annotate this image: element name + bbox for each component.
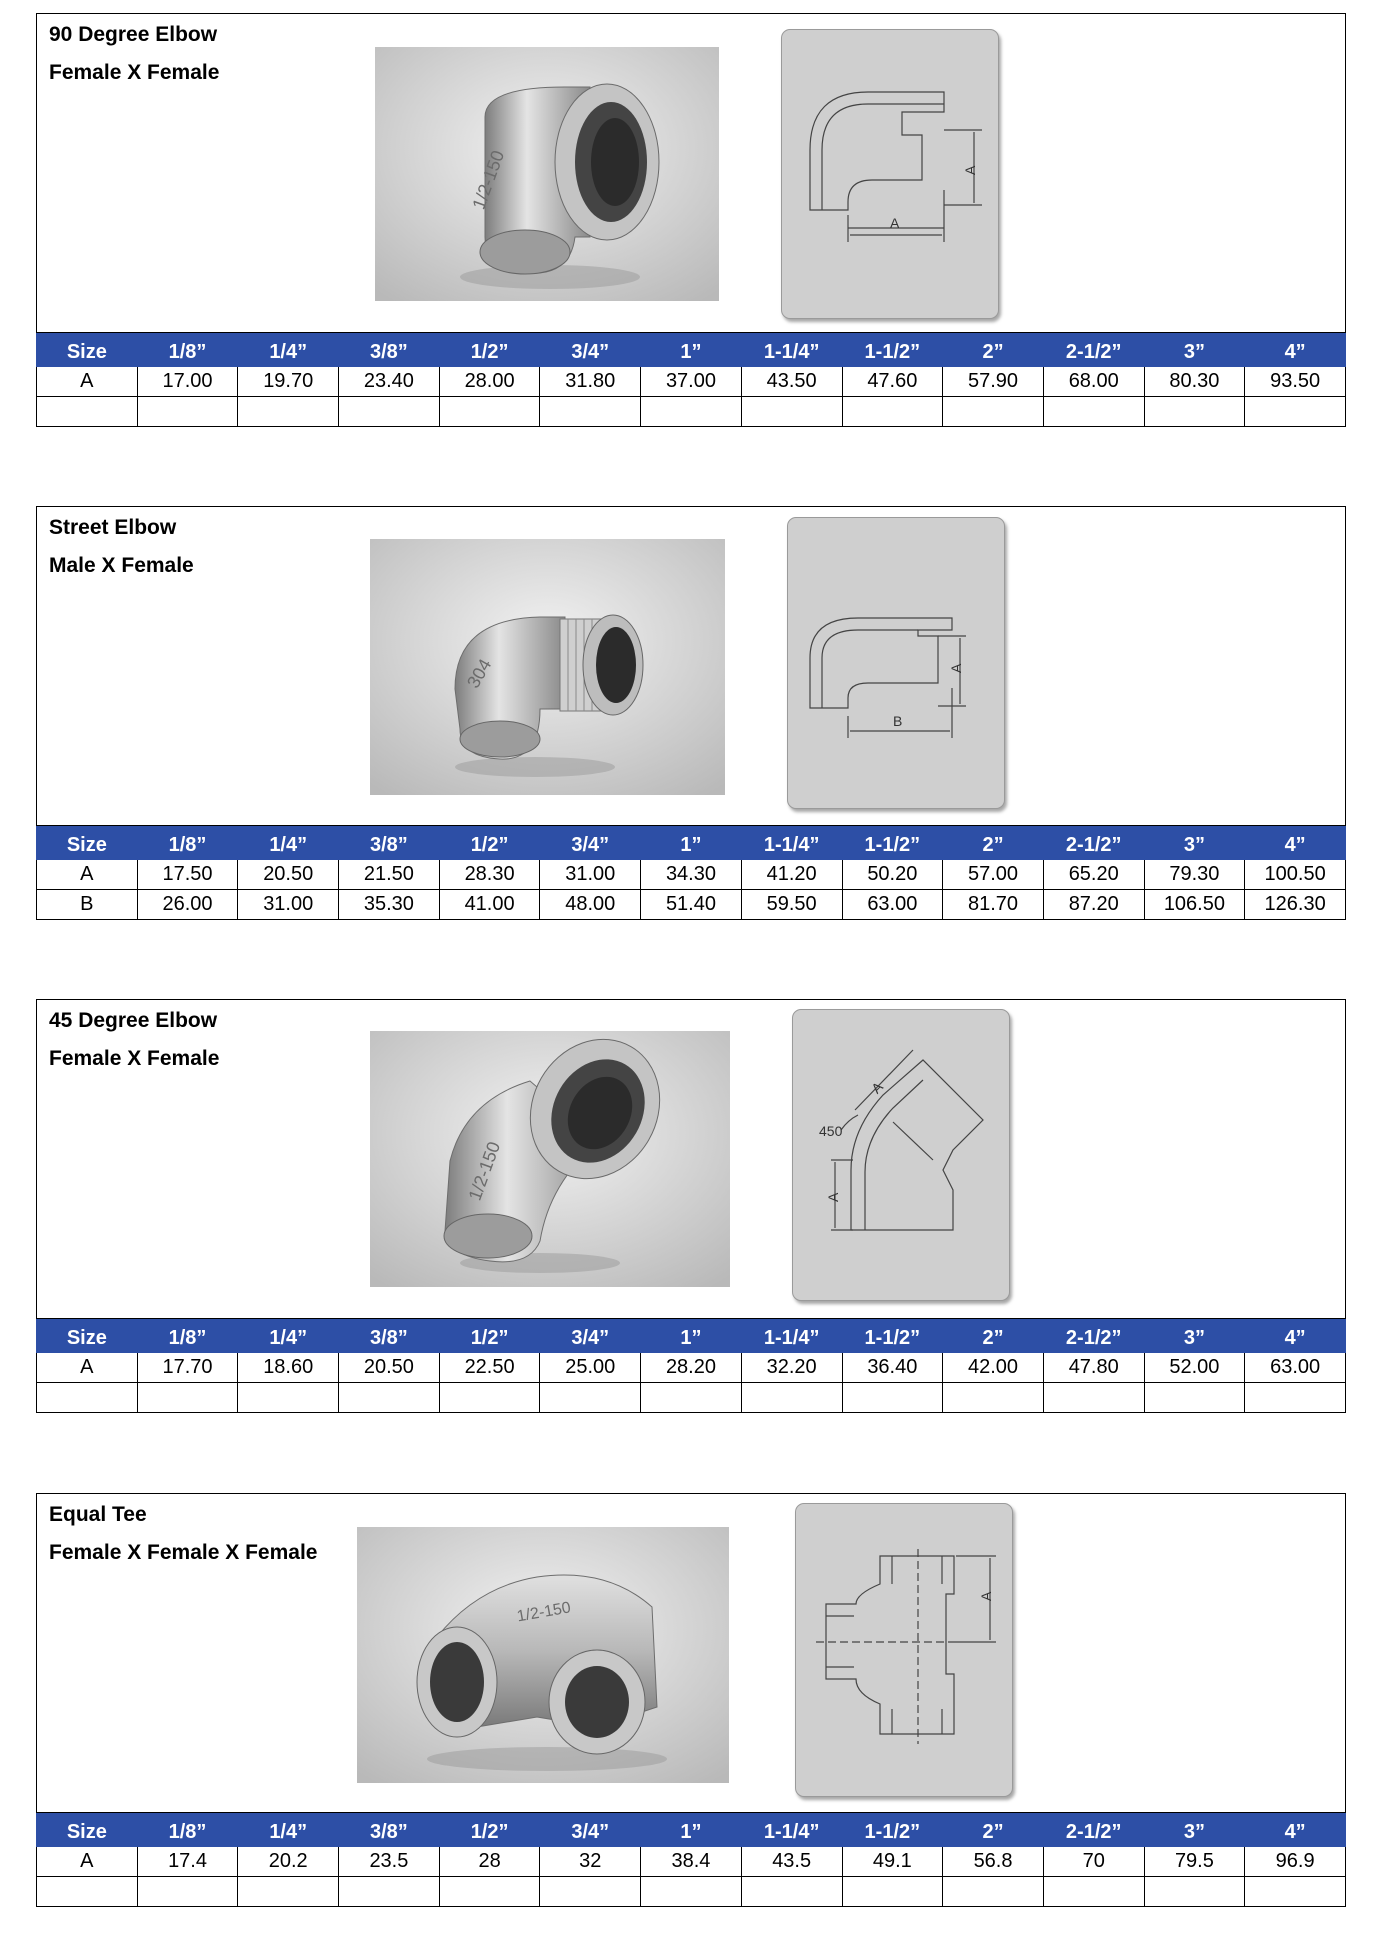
equal-tee-photo-icon xyxy=(357,1527,729,1783)
table-cell: 96.9 xyxy=(1245,1847,1346,1877)
table-cell xyxy=(842,397,943,427)
table-cell: 52.00 xyxy=(1144,1353,1245,1383)
table-cell: 47.80 xyxy=(1043,1353,1144,1383)
table-cell: 87.20 xyxy=(1043,890,1144,920)
product-subtitle: Female X Female X Female xyxy=(49,1541,318,1564)
header-cell: 1-1/2” xyxy=(842,1320,943,1353)
header-cell: 1-1/4” xyxy=(741,1814,842,1847)
elbow-90-section-drawing-icon xyxy=(781,29,999,319)
table-cell: 100.50 xyxy=(1245,860,1346,890)
header-cell: 3/4” xyxy=(540,334,641,367)
table-cell xyxy=(1245,1383,1346,1413)
header-cell: 3/8” xyxy=(339,1814,440,1847)
table-cell: 21.50 xyxy=(339,860,440,890)
table-cell xyxy=(37,1877,138,1907)
header-cell: 3” xyxy=(1144,1814,1245,1847)
header-cell: 1/4” xyxy=(238,1814,339,1847)
table-cell xyxy=(741,1383,842,1413)
table-row xyxy=(37,890,1346,920)
header-cell: 1/4” xyxy=(238,827,339,860)
table-cell: 25.00 xyxy=(540,1353,641,1383)
header-cell: 1/2” xyxy=(439,1320,540,1353)
table-cell: 17.50 xyxy=(137,860,238,890)
table-cell xyxy=(540,1383,641,1413)
table-row xyxy=(37,367,1346,397)
table-cell xyxy=(540,1877,641,1907)
table-cell: 36.40 xyxy=(842,1353,943,1383)
table-cell: 28.30 xyxy=(439,860,540,890)
dimension-label: A xyxy=(978,1591,994,1601)
table-cell: 106.50 xyxy=(1144,890,1245,920)
table-cell: 43.50 xyxy=(741,367,842,397)
table-cell: 56.8 xyxy=(943,1847,1044,1877)
dimension-label: A xyxy=(890,215,900,231)
header-cell: 1” xyxy=(641,827,742,860)
table-header-row xyxy=(37,1320,1346,1353)
header-cell: 3” xyxy=(1144,1320,1245,1353)
table-cell: 28 xyxy=(439,1847,540,1877)
table-cell xyxy=(1245,1877,1346,1907)
product-subtitle: Female X Female xyxy=(49,61,220,84)
header-cell: 3” xyxy=(1144,334,1245,367)
table-cell: A xyxy=(37,860,138,890)
table-cell xyxy=(1144,1383,1245,1413)
table-cell xyxy=(1043,1383,1144,1413)
table-row xyxy=(37,1383,1346,1413)
table-cell xyxy=(1144,397,1245,427)
table-cell: 59.50 xyxy=(741,890,842,920)
table-cell: 68.00 xyxy=(1043,367,1144,397)
header-cell: 2” xyxy=(943,827,1044,860)
table-cell: A xyxy=(37,367,138,397)
table-cell: 65.20 xyxy=(1043,860,1144,890)
table-cell: 63.00 xyxy=(842,890,943,920)
table-cell: 20.50 xyxy=(238,860,339,890)
table-cell: 34.30 xyxy=(641,860,742,890)
table-cell xyxy=(1043,1877,1144,1907)
product-subtitle: Male X Female xyxy=(49,554,194,577)
table-cell: 31.80 xyxy=(540,367,641,397)
table-cell xyxy=(943,1877,1044,1907)
table-cell: 70 xyxy=(1043,1847,1144,1877)
table-cell: 32.20 xyxy=(741,1353,842,1383)
table-cell: 20.2 xyxy=(238,1847,339,1877)
table-cell: 23.40 xyxy=(339,367,440,397)
table-cell: 80.30 xyxy=(1144,367,1245,397)
table-header-row xyxy=(37,827,1346,860)
header-cell: 1/8” xyxy=(137,827,238,860)
table-row xyxy=(37,1847,1346,1877)
table-cell: 20.50 xyxy=(339,1353,440,1383)
dimension-table xyxy=(36,826,1346,920)
header-cell: 2” xyxy=(943,1320,1044,1353)
table-cell xyxy=(37,1383,138,1413)
header-cell: 3/4” xyxy=(540,1320,641,1353)
dimension-label: 450 xyxy=(819,1123,843,1139)
table-cell xyxy=(238,1877,339,1907)
table-cell xyxy=(439,397,540,427)
table-cell xyxy=(439,1877,540,1907)
table-cell: 50.20 xyxy=(842,860,943,890)
table-cell: A xyxy=(37,1847,138,1877)
table-cell: 42.00 xyxy=(943,1353,1044,1383)
dimension-label: A xyxy=(948,663,964,673)
table-cell xyxy=(943,397,1044,427)
table-cell: 18.60 xyxy=(238,1353,339,1383)
table-cell xyxy=(238,1383,339,1413)
header-cell: 3/8” xyxy=(339,1320,440,1353)
header-cell: 4” xyxy=(1245,1320,1346,1353)
table-cell xyxy=(137,397,238,427)
table-cell: 57.90 xyxy=(943,367,1044,397)
table-cell xyxy=(339,1877,440,1907)
table-cell: 47.60 xyxy=(842,367,943,397)
table-cell xyxy=(842,1383,943,1413)
table-row xyxy=(37,1353,1346,1383)
table-cell xyxy=(842,1877,943,1907)
table-cell: 63.00 xyxy=(1245,1353,1346,1383)
table-row xyxy=(37,1877,1346,1907)
table-row xyxy=(37,860,1346,890)
table-cell: 23.5 xyxy=(339,1847,440,1877)
header-cell: 2-1/2” xyxy=(1043,1320,1144,1353)
table-cell: 22.50 xyxy=(439,1353,540,1383)
elbow-90-female-photo-icon xyxy=(375,47,719,301)
header-cell: 1-1/2” xyxy=(842,827,943,860)
table-cell: 31.00 xyxy=(540,860,641,890)
table-cell: 38.4 xyxy=(641,1847,742,1877)
header-cell: 3/4” xyxy=(540,1814,641,1847)
equal-tee-section-drawing-icon xyxy=(795,1503,1013,1797)
table-cell xyxy=(1245,397,1346,427)
dimension-label: B xyxy=(893,713,903,729)
header-cell: 3” xyxy=(1144,827,1245,860)
header-cell: 1-1/2” xyxy=(842,1814,943,1847)
elbow-45-female-photo-icon xyxy=(370,1031,730,1287)
header-cell: 4” xyxy=(1245,827,1346,860)
table-cell: 32 xyxy=(540,1847,641,1877)
table-cell: 17.00 xyxy=(137,367,238,397)
header-cell: 1-1/2” xyxy=(842,334,943,367)
header-cell: 1-1/4” xyxy=(741,334,842,367)
product-title: Equal Tee xyxy=(49,1503,147,1526)
header-cell: 1/2” xyxy=(439,1814,540,1847)
elbow-45-section-drawing-icon xyxy=(792,1009,1010,1301)
photo-marking: 1/2-150 xyxy=(515,1599,573,1626)
table-cell xyxy=(339,1383,440,1413)
header-cell: 3/8” xyxy=(339,827,440,860)
dimension-table xyxy=(36,333,1346,427)
table-cell: 81.70 xyxy=(943,890,1044,920)
table-cell xyxy=(1144,1877,1245,1907)
table-header-row xyxy=(37,1814,1346,1847)
table-cell: 93.50 xyxy=(1245,367,1346,397)
photo-marking: 304 xyxy=(462,655,496,692)
header-size: Size xyxy=(37,827,138,860)
header-cell: 1-1/4” xyxy=(741,827,842,860)
dimension-label: A xyxy=(868,1078,887,1097)
header-cell: 1” xyxy=(641,1320,742,1353)
table-cell: A xyxy=(37,1353,138,1383)
dimension-table xyxy=(36,1813,1346,1907)
header-cell: 4” xyxy=(1245,1814,1346,1847)
street-elbow-photo-icon xyxy=(370,539,725,795)
table-cell xyxy=(741,1877,842,1907)
table-cell xyxy=(137,1383,238,1413)
table-cell: 49.1 xyxy=(842,1847,943,1877)
table-cell: 79.5 xyxy=(1144,1847,1245,1877)
table-cell xyxy=(238,397,339,427)
header-cell: 2-1/2” xyxy=(1043,827,1144,860)
table-cell: 17.70 xyxy=(137,1353,238,1383)
header-cell: 2-1/2” xyxy=(1043,334,1144,367)
header-cell: 3/4” xyxy=(540,827,641,860)
header-cell: 2-1/2” xyxy=(1043,1814,1144,1847)
header-cell: 1/4” xyxy=(238,1320,339,1353)
dimension-label: A xyxy=(962,165,978,175)
table-cell: 51.40 xyxy=(641,890,742,920)
table-cell: 31.00 xyxy=(238,890,339,920)
table-cell xyxy=(641,397,742,427)
table-cell xyxy=(641,1877,742,1907)
table-cell: 17.4 xyxy=(137,1847,238,1877)
table-cell: 28.00 xyxy=(439,367,540,397)
table-cell: 41.00 xyxy=(439,890,540,920)
header-cell: 1/2” xyxy=(439,334,540,367)
product-title: 90 Degree Elbow xyxy=(49,23,218,46)
table-cell: 26.00 xyxy=(137,890,238,920)
table-cell: 37.00 xyxy=(641,367,742,397)
table-cell xyxy=(439,1383,540,1413)
product-title: Street Elbow xyxy=(49,516,177,539)
product-title: 45 Degree Elbow xyxy=(49,1009,218,1032)
header-size: Size xyxy=(37,334,138,367)
header-cell: 4” xyxy=(1245,334,1346,367)
header-cell: 1/8” xyxy=(137,1814,238,1847)
header-cell: 1” xyxy=(641,1814,742,1847)
header-cell: 2” xyxy=(943,1814,1044,1847)
table-row xyxy=(37,397,1346,427)
header-cell: 1/8” xyxy=(137,1320,238,1353)
table-cell: 48.00 xyxy=(540,890,641,920)
header-cell: 1” xyxy=(641,334,742,367)
table-cell xyxy=(137,1877,238,1907)
street-elbow-section-drawing-icon xyxy=(787,517,1005,809)
header-cell: 1/2” xyxy=(439,827,540,860)
header-cell: 2” xyxy=(943,334,1044,367)
photo-marking: 1/2-150 xyxy=(468,147,509,212)
header-cell: 1/4” xyxy=(238,334,339,367)
header-cell: 1-1/4” xyxy=(741,1320,842,1353)
header-size: Size xyxy=(37,1320,138,1353)
table-cell: 35.30 xyxy=(339,890,440,920)
table-cell xyxy=(641,1383,742,1413)
photo-marking: 1/2-150 xyxy=(464,1138,505,1204)
dimension-label: A xyxy=(825,1192,841,1202)
table-cell: 19.70 xyxy=(238,367,339,397)
table-header-row xyxy=(37,334,1346,367)
table-cell: 57.00 xyxy=(943,860,1044,890)
table-cell xyxy=(741,397,842,427)
table-cell: 126.30 xyxy=(1245,890,1346,920)
table-cell: 43.5 xyxy=(741,1847,842,1877)
dimension-table xyxy=(36,1319,1346,1413)
table-cell xyxy=(339,397,440,427)
header-cell: 1/8” xyxy=(137,334,238,367)
header-size: Size xyxy=(37,1814,138,1847)
table-cell xyxy=(540,397,641,427)
product-subtitle: Female X Female xyxy=(49,1047,220,1070)
table-cell: B xyxy=(37,890,138,920)
table-cell: 28.20 xyxy=(641,1353,742,1383)
table-cell: 41.20 xyxy=(741,860,842,890)
header-cell: 3/8” xyxy=(339,334,440,367)
table-cell xyxy=(1043,397,1144,427)
table-cell: 79.30 xyxy=(1144,860,1245,890)
table-cell xyxy=(943,1383,1044,1413)
table-cell xyxy=(37,397,138,427)
